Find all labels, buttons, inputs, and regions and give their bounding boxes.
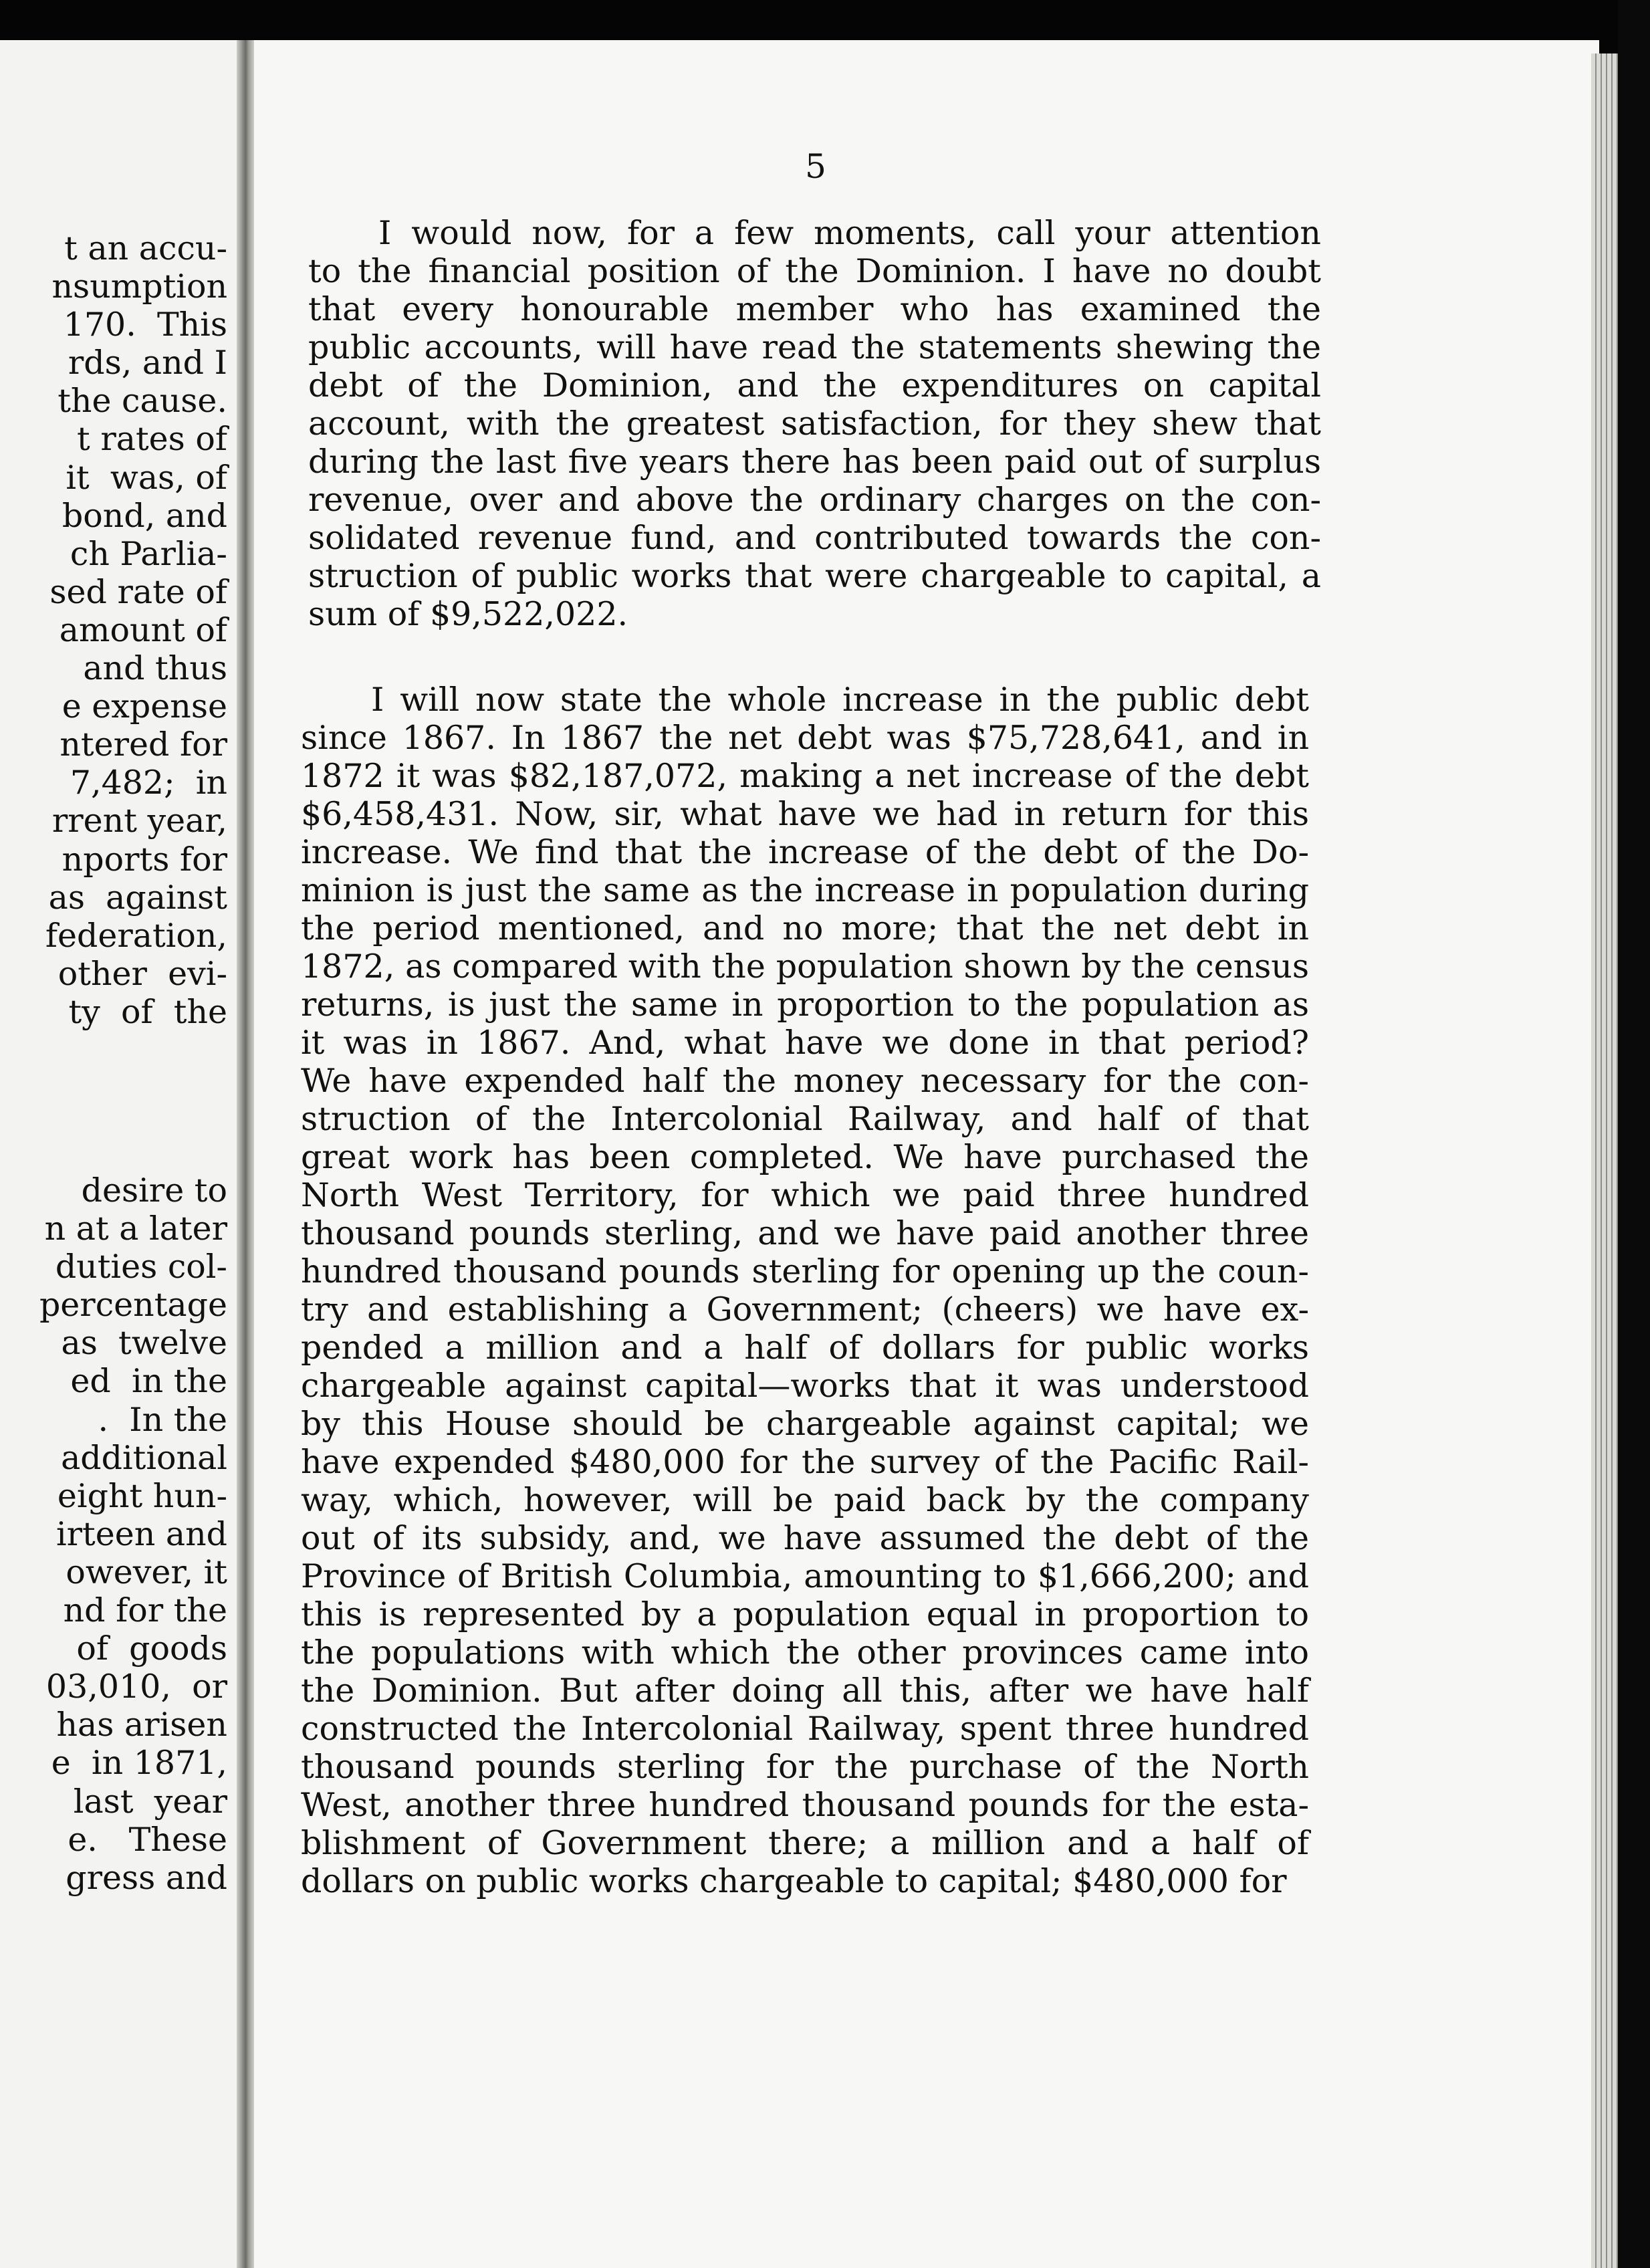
- previous-page-line: ch Parlia-: [70, 534, 227, 573]
- previous-page-line: e expense: [62, 687, 227, 726]
- previous-page-line: last year: [73, 1782, 227, 1821]
- previous-page-line: owever, it: [66, 1553, 227, 1591]
- text-line: increase. We find that the increase of the debt of the Do-: [301, 833, 1309, 871]
- previous-page-line: irteen and: [55, 1514, 227, 1553]
- previous-page-line: as twelve: [61, 1324, 227, 1363]
- previous-page-line: percentage: [39, 1286, 227, 1325]
- paragraph-financial-position: [308, 214, 1321, 633]
- text-line: thousand pounds sterling for the purchase of the North: [301, 1748, 1309, 1786]
- previous-page-line: the cause.: [57, 382, 227, 421]
- text-line: struction of the Intercolonial Railway, and half of that: [301, 1100, 1309, 1138]
- text-line: West, another three hundred thousand pounds for the esta-: [301, 1786, 1309, 1824]
- previous-page-line: t rates of: [77, 420, 227, 459]
- previous-page-line: 170. This: [63, 306, 227, 344]
- text-line: We have expended half the money necessary for the con-: [301, 1062, 1309, 1100]
- text-line: constructed the Intercolonial Railway, spent three hundred: [301, 1710, 1309, 1748]
- previous-page-line: amount of: [59, 610, 227, 649]
- previous-page-line: t an accu-: [64, 229, 227, 267]
- previous-page-line: nports for: [62, 840, 227, 879]
- text-line: sum of $9,522,022.: [308, 595, 628, 633]
- previous-page-line: ed in the: [70, 1362, 227, 1401]
- previous-page-line: e. These: [68, 1820, 227, 1859]
- previous-page-line: has arisen: [56, 1706, 227, 1744]
- text-line: blishment of Government there; a million and a half of: [301, 1824, 1309, 1862]
- previous-page-line: ntered for: [60, 725, 227, 764]
- text-line: to the financial position of the Dominion. I have no doubt: [308, 252, 1321, 290]
- previous-page-line: 7,482; in: [70, 764, 227, 802]
- text-line: North West Territory, for which we paid three hundred: [301, 1176, 1309, 1214]
- text-line: pended a million and a half of dollars for public works: [301, 1329, 1309, 1367]
- text-line: chargeable against capital—works that it was understood: [301, 1367, 1309, 1405]
- previous-page-line: it was, of: [66, 458, 227, 497]
- text-line: that every honourable member who has examined the: [308, 290, 1321, 328]
- paragraph-public-debt-increase: [301, 681, 1309, 1900]
- previous-page-line: nd for the: [63, 1591, 227, 1630]
- text-line: solidated revenue fund, and contributed towards the con-: [308, 519, 1321, 557]
- text-line: by this House should be chargeable against capital; we: [301, 1405, 1309, 1443]
- previous-page-fragment: [0, 40, 241, 2268]
- page-number: 5: [805, 147, 826, 186]
- text-line: way, which, however, will be paid back by the company: [301, 1481, 1309, 1519]
- previous-page-line: desire to: [81, 1171, 227, 1210]
- previous-page-line: n at a later: [44, 1210, 227, 1248]
- text-line: public accounts, will have read the statements shewing the: [308, 328, 1321, 366]
- text-line: 1872, as compared with the population shown by the census: [301, 947, 1309, 986]
- previous-page-line: rds, and I: [68, 344, 227, 382]
- previous-page-line: sed rate of: [49, 572, 227, 611]
- previous-page-line: . In the: [98, 1400, 227, 1439]
- text-line: returns, is just the same in proportion to the population as: [301, 986, 1309, 1024]
- previous-page-line: as against: [48, 878, 227, 917]
- previous-page-line: e in 1871,: [51, 1744, 227, 1783]
- text-line: try and establishing a Government; (cheers) we have ex-: [301, 1290, 1309, 1329]
- text-line: minion is just the same as the increase in population during: [301, 871, 1309, 909]
- previous-page-line: and thus: [83, 649, 227, 688]
- text-line: Province of British Columbia, amounting to $1,666,200; and: [301, 1557, 1309, 1595]
- previous-page-text-bottom: [0, 1171, 227, 1897]
- previous-page-line: gress and: [66, 1858, 227, 1897]
- previous-page-line: eight hun-: [57, 1476, 227, 1515]
- text-line: the populations with which the other provinces came into: [301, 1633, 1309, 1672]
- text-line: hundred thousand pounds sterling for opening up the coun-: [301, 1252, 1309, 1290]
- previous-page-line: duties col-: [55, 1248, 227, 1286]
- text-line: $6,458,431. Now, sir, what have we had in return for this: [301, 795, 1309, 833]
- text-line: revenue, over and above the ordinary charges on the con-: [308, 481, 1321, 519]
- previous-page-line: nsumption: [51, 267, 227, 306]
- previous-page-line: of goods: [76, 1629, 227, 1668]
- text-line: the Dominion. But after doing all this, after we have half: [301, 1672, 1309, 1710]
- text-line: great work has been completed. We have purchased the: [301, 1138, 1309, 1176]
- text-line: it was in 1867. And, what have we done in that period?: [301, 1024, 1309, 1062]
- text-line: the period mentioned, and no more; that the net debt in: [301, 909, 1309, 947]
- previous-page-line: rrent year,: [51, 802, 227, 840]
- text-line: debt of the Dominion, and the expenditures on capital: [308, 366, 1321, 405]
- text-line: I will now state the whole increase in the public debt: [371, 681, 1309, 719]
- previous-page-line: additional: [61, 1438, 227, 1477]
- text-line: thousand pounds sterling, and we have paid another three: [301, 1214, 1309, 1252]
- text-line: struction of public works that were chargeable to capital, a: [308, 557, 1321, 595]
- text-line: this is represented by a population equal in proportion to: [301, 1595, 1309, 1633]
- previous-page-text-top: [0, 229, 227, 1031]
- text-line: dollars on public works chargeable to capital; $480,000 for: [301, 1862, 1287, 1900]
- text-line: have expended $480,000 for the survey of the Pacific Rail-: [301, 1443, 1309, 1481]
- scan-right-border: [1618, 0, 1650, 2268]
- previous-page-line: ty of the: [68, 992, 227, 1031]
- text-line: out of its subsidy, and, we have assumed the debt of the: [301, 1519, 1309, 1557]
- previous-page-line: federation,: [45, 916, 227, 955]
- text-line: account, with the greatest satisfaction, for they shew that: [308, 405, 1321, 443]
- text-line: 1872 it was $82,187,072, making a net increase of the debt: [301, 757, 1309, 795]
- text-line: I would now, for a few moments, call your attention: [378, 214, 1321, 252]
- text-line: since 1867. In 1867 the net debt was $75,728,641, and in: [301, 719, 1309, 757]
- previous-page-line: other evi-: [57, 954, 227, 993]
- text-line: during the last five years there has been paid out of surplus: [308, 443, 1321, 481]
- previous-page-line: 03,010, or: [45, 1668, 227, 1706]
- previous-page-line: bond, and: [62, 496, 227, 535]
- page-stack-edges: [1591, 53, 1621, 2268]
